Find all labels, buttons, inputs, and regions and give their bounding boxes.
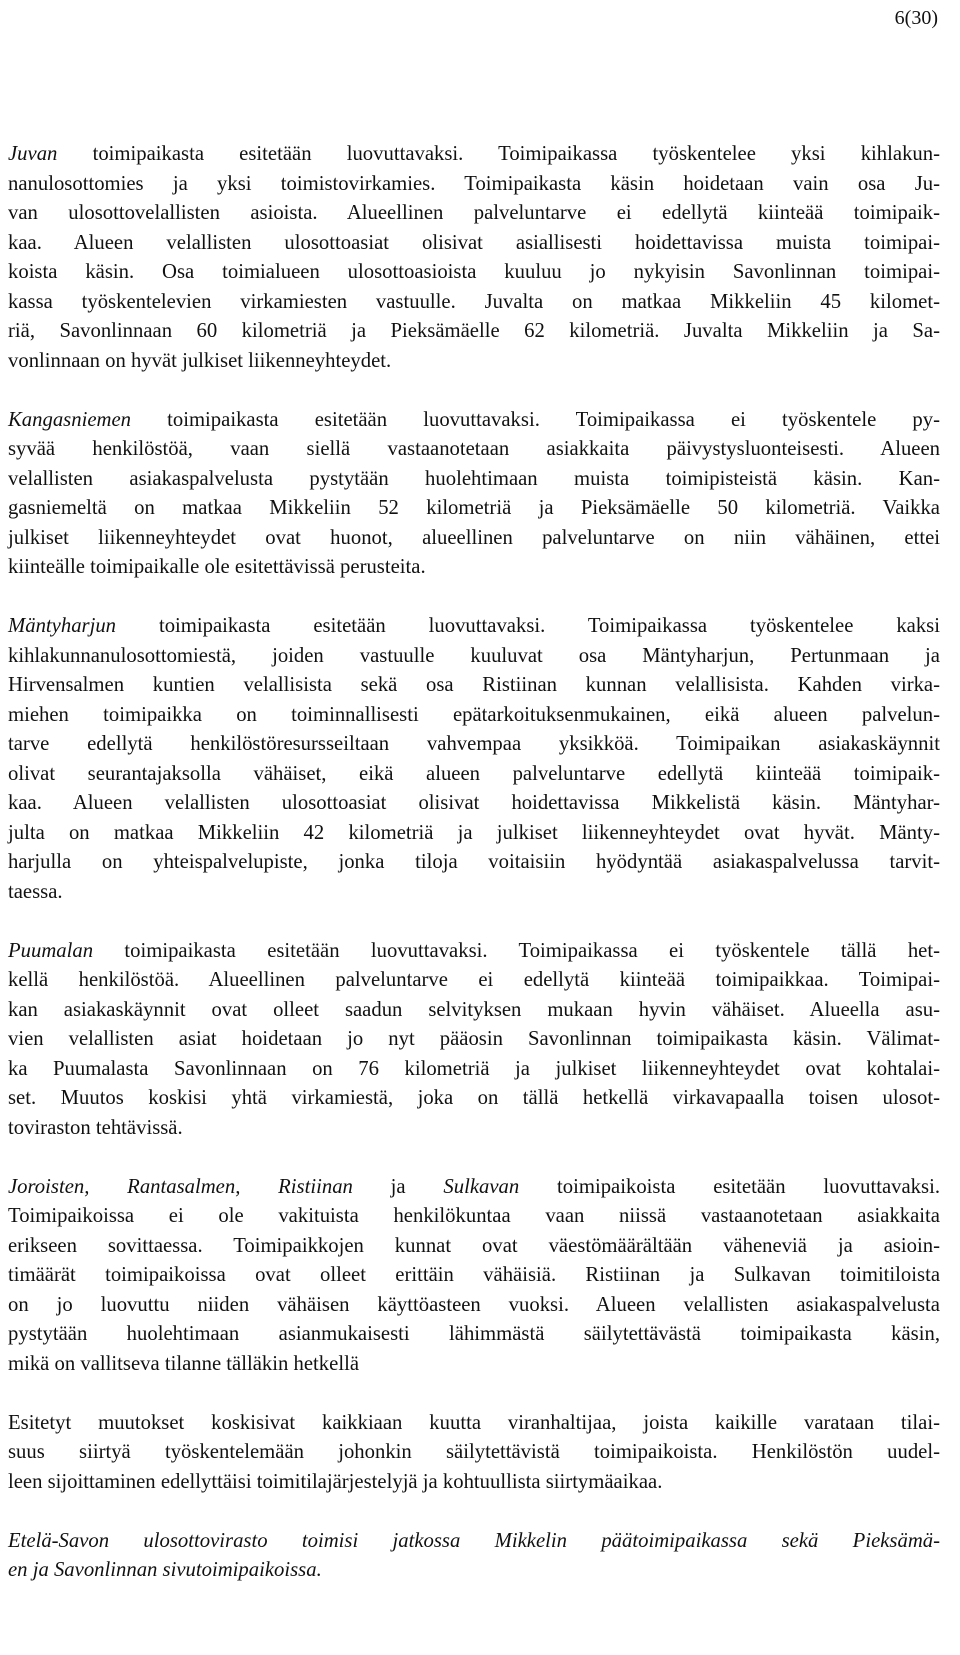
text-line <box>8 1173 940 1203</box>
text-line <box>8 1202 940 1232</box>
text-run: erikseen sovittaessa. Toimipaikkojen kunnat ovat väestömäärältään väheneviä ja asioin- <box>8 1234 940 1257</box>
text-line <box>8 1468 940 1498</box>
paragraph <box>8 1527 940 1586</box>
text-line <box>8 494 940 524</box>
text-run: pystytään huolehtimaan asianmukaisesti lähimmästä säilytettävästä toimipaikasta käsin, <box>8 1323 940 1345</box>
text-line <box>8 789 940 819</box>
paragraph <box>8 1409 940 1498</box>
text-run: kan asiakaskäynnit ovat olleet saadun selvityksen mukaan hyvin vähäiset. Alueella asu- <box>8 998 940 1021</box>
text-run: leen sijoittaminen edellyttäisi toimitilajärjestelyjä ja kohtuullista siirtymäaikaa. <box>8 1470 663 1493</box>
text-run: set. Muutos koskisi yhtä virkamiestä, joka on tällä hetkellä virkavapaalla toisen ulosot- <box>8 1087 940 1109</box>
text-run: van ulosottovelallisten asioista. Alueellinen palveluntarve ei edellytä kiinteää toimipaik- <box>8 202 940 224</box>
text-line <box>8 1350 940 1380</box>
text-run: kassa työskentelevien virkamiesten vastuulle. Juvalta on matkaa Mikkeliin 45 kilomet- <box>8 290 940 313</box>
italic-text: en ja Savonlinnan sivutoimipaikoissa. <box>8 1559 322 1581</box>
text-line <box>8 553 940 583</box>
text-run: olivat seurantajaksolla vähäiset, eikä alueen palveluntarve edellytä kiinteää toimipaik- <box>8 762 940 785</box>
text-run: toimipaikasta esitetään luovuttavaksi. Toimipaikassa työskentelee kaksi <box>116 615 940 637</box>
italic-text: Joroisten, Rantasalmen, Ristiinan <box>8 1175 353 1198</box>
text-run: toviraston tehtävissä. <box>8 1116 183 1139</box>
paragraph <box>8 1173 940 1380</box>
text-line <box>8 612 940 642</box>
text-line <box>8 288 940 318</box>
text-run: taessa. <box>8 880 63 903</box>
text-line <box>8 1084 940 1114</box>
text-run: kaa. Alueen velallisten ulosottoasiat olisivat hoidettavissa Mikkelistä käsin. Mäntyhar- <box>8 792 940 814</box>
text-line <box>8 258 940 288</box>
text-run: toimipaikasta esitetään luovuttavaksi. Toimipaikassa työskentelee yksi kihlakun- <box>57 143 940 165</box>
text-line <box>8 642 940 672</box>
text-line <box>8 1527 940 1557</box>
text-line <box>8 1055 940 1085</box>
text-line <box>8 199 940 229</box>
text-run: kellä henkilöstöä. Alueellinen palveluntarve ei edellytä kiinteää toimipaikkaa. Toimipai- <box>8 969 940 991</box>
text-run: julkiset liikenneyhteydet ovat huonot, alueellinen palveluntarve on niin vähäinen, ettei <box>8 526 940 549</box>
text-line <box>8 701 940 731</box>
text-line <box>8 1232 940 1262</box>
paragraph <box>8 612 940 907</box>
text-run: kiinteälle toimipaikalle ole esitettävissä perusteita. <box>8 556 426 578</box>
text-run: kihlakunnanulosottomiestä, joiden vastuulle kuuluvat osa Mäntyharjun, Pertunmaan ja <box>8 644 940 667</box>
text-line <box>8 406 940 436</box>
page-number: 6(30) <box>894 7 938 29</box>
text-run: Hirvensalmen kuntien velallisista sekä osa Ristiinan kunnan velallisista. Kahden virka- <box>8 674 940 696</box>
text-run: ja <box>352 1175 444 1198</box>
text-run: Esitetyt muutokset koskisivat kaikkiaan kuutta viranhaltijaa, joista kaikille varataan tilai- <box>8 1411 940 1434</box>
text-line <box>8 347 940 377</box>
text-line <box>8 1556 940 1586</box>
text-line <box>8 966 940 996</box>
text-line <box>8 1291 940 1321</box>
text-line <box>8 996 940 1026</box>
text-line <box>8 1114 940 1144</box>
text-line <box>8 1438 940 1468</box>
text-line <box>8 317 940 347</box>
text-run: syvää henkilöstöä, vaan siellä vastaanotetaan asiakkaita päivystysluonteisesti. Alueen <box>8 438 940 460</box>
text-line <box>8 524 940 554</box>
italic-text: Mäntyharjun <box>8 615 117 637</box>
text-run: toimipaikoista esitetään luovuttavaksi. <box>519 1175 940 1198</box>
paragraph <box>8 140 940 376</box>
paragraph <box>8 937 940 1144</box>
text-run: mikä on vallitseva tilanne tälläkin hetkellä <box>8 1352 360 1375</box>
text-run: timäärät toimipaikoissa ovat olleet erittäin vähäisiä. Ristiinan ja Sulkavan toimitiloista <box>8 1264 940 1286</box>
text-line <box>8 848 940 878</box>
text-line <box>8 1025 940 1055</box>
text-run: harjulla on yhteispalvelupiste, jonka tiloja voitaisiin hyödyntää asiakaspalvelussa tarvit- <box>8 851 940 873</box>
text-line <box>8 937 940 967</box>
text-line <box>8 671 940 701</box>
text-run: toimipaikasta esitetään luovuttavaksi. Toimipaikassa ei työskentele tällä het- <box>93 939 940 962</box>
text-run: toimipaikasta esitetään luovuttavaksi. Toimipaikassa ei työskentele py- <box>130 408 940 431</box>
document-body <box>8 140 940 1586</box>
text-line <box>8 140 940 170</box>
italic-text: Puumalan <box>8 939 94 962</box>
italic-text: Juvan <box>8 143 58 165</box>
text-run: gasniemeltä on matkaa Mikkeliin 52 kilometriä ja Pieksämäelle 50 kilometriä. Vaikka <box>8 497 940 519</box>
text-run: kaa. Alueen velallisten ulosottoasiat olisivat asiallisesti hoidettavissa muista toimipai- <box>8 231 940 254</box>
text-run: nanulosottomies ja yksi toimistovirkamies. Toimipaikasta käsin hoidetaan vain osa Ju- <box>8 172 940 195</box>
text-run: miehen toimipaikka on toiminnallisesti epätarkoituksenmukainen, eikä alueen palvelun- <box>8 703 940 726</box>
text-run: Toimipaikoissa ei ole vakituista henkilökuntaa vaan niissä vastaanotetaan asiakkaita <box>8 1205 940 1227</box>
text-run: koista käsin. Osa toimialueen ulosottoasioista kuuluu jo nykyisin Savonlinnan toimipai- <box>8 261 940 283</box>
text-line <box>8 1261 940 1291</box>
text-run: vien velallisten asiat hoidetaan jo nyt pääosin Savonlinnan toimipaikasta käsin. Välimat- <box>8 1028 940 1050</box>
text-run: tarve edellytä henkilöstöresursseiltaan vahvempaa yksikköä. Toimipaikan asiakaskäynnit <box>8 733 940 755</box>
text-run: julta on matkaa Mikkeliin 42 kilometriä ja julkiset liikenneyhteydet ovat hyvät. Mänty- <box>8 821 940 844</box>
text-line <box>8 1409 940 1439</box>
text-run: ka Puumalasta Savonlinnaan on 76 kilometriä ja julkiset liikenneyhteydet ovat kohtalai- <box>8 1057 940 1080</box>
text-line <box>8 1320 940 1350</box>
text-run: velallisten asiakaspalvelusta pystytään huolehtimaan muista toimipisteistä käsin. Kan- <box>8 467 940 490</box>
text-run: suus siirtyä työskentelemään johonkin säilytettävistä toimipaikoista. Henkilöstön uudel- <box>8 1441 940 1463</box>
text-line <box>8 465 940 495</box>
italic-text: Sulkavan <box>443 1175 520 1198</box>
text-run: on jo luovuttu niiden vähäisen käyttöasteen vuoksi. Alueen velallisten asiakaspalvelusta <box>8 1293 940 1316</box>
paragraph <box>8 406 940 583</box>
text-run: riä, Savonlinnaan 60 kilometriä ja Pieksämäelle 62 kilometriä. Juvalta Mikkeliin ja Sa- <box>8 320 940 342</box>
text-line <box>8 730 940 760</box>
italic-text: Kangasniemen <box>8 408 131 431</box>
text-line <box>8 170 940 200</box>
text-line <box>8 878 940 908</box>
text-line <box>8 760 940 790</box>
italic-text: Etelä-Savon ulosottovirasto toimisi jatkossa Mikkelin päätoimipaikassa sekä Pieksämä- <box>8 1529 940 1552</box>
text-line <box>8 435 940 465</box>
text-line <box>8 819 940 849</box>
text-line <box>8 229 940 259</box>
text-run: vonlinnaan on hyvät julkiset liikenneyhteydet. <box>8 349 392 372</box>
